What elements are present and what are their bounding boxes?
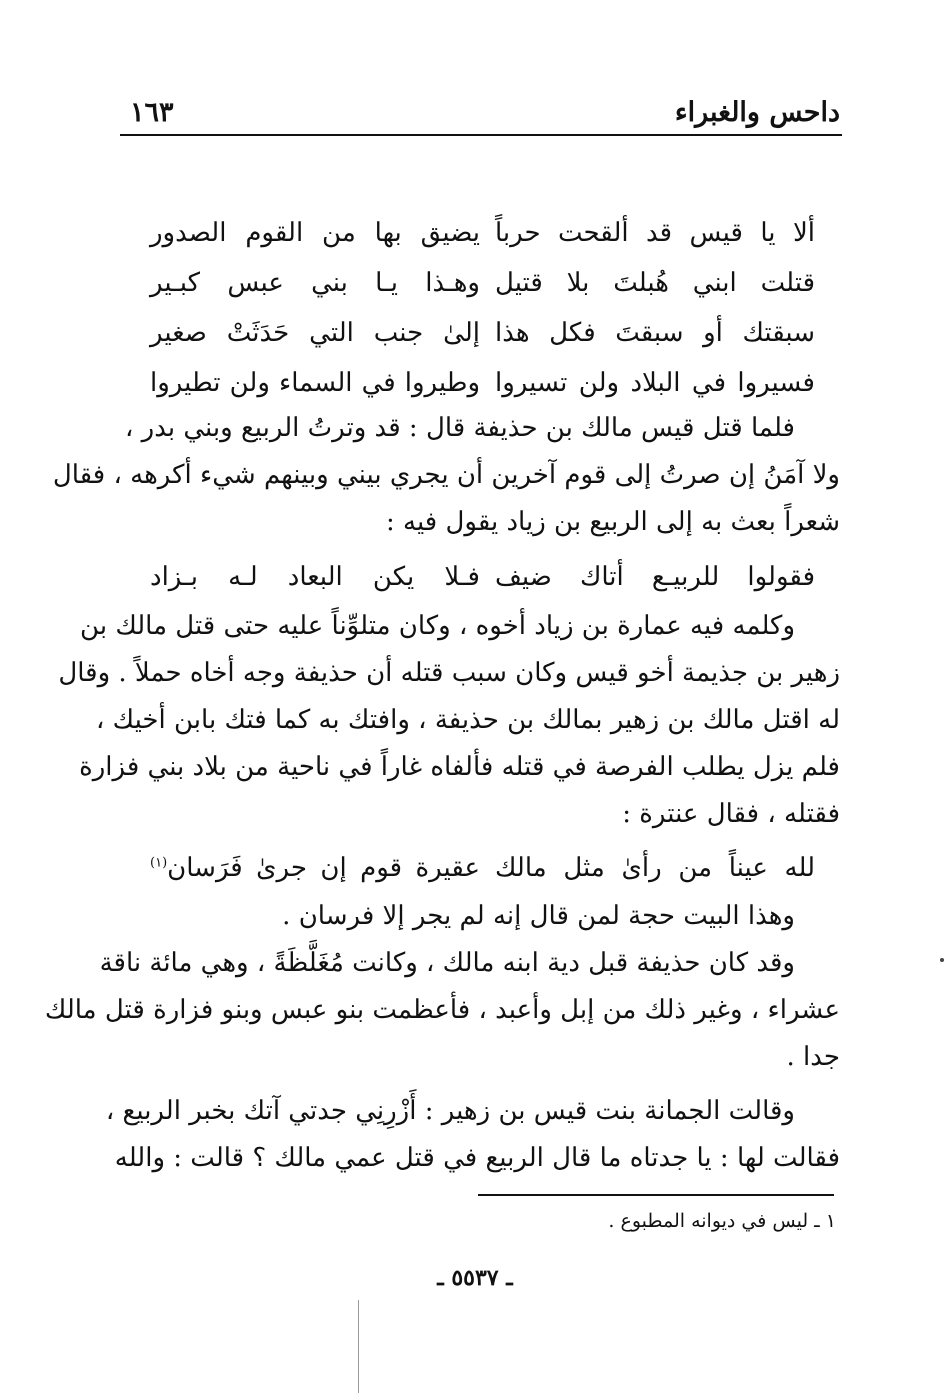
verse-second-hemistich: يضيق بها من القوم الصدور: [150, 218, 480, 248]
text-line: شعراً بعث به إلى الربيع بن زياد يقول فيه :: [386, 507, 840, 537]
verse-second-hemistich: إلىٰ جنب التي حَدَثَتْ صغير: [150, 318, 480, 348]
text-line: وقالت الجمانة بنت قيس بن زهير : أَزْرِنِي جدتي آتك بخبر الربيع ،: [105, 1096, 795, 1126]
text-line: عشراء ، وغير ذلك من إبل وأعبد ، فأعظمت بنو عبس وبنو فزارة قتل مالك: [44, 995, 840, 1025]
footnote-reference: (١): [150, 855, 168, 871]
text-line: ولا آمَنُ إن صرتُ إلى قوم آخرين أن يجري بيني وبينهم شيء أكرهه ، فقال: [52, 460, 840, 490]
verse-second-hemistich: وطيروا في السماء ولن تطيروا: [150, 368, 480, 398]
text-line: زهير بن جذيمة أخو قيس وكان سبب قتله أن حذيفة وجه أخاه حملاً . وقال: [58, 658, 840, 688]
verse-line: [150, 258, 815, 308]
verse-first-hemistich: ألا يا قيس قد ألقحت حرباً: [495, 218, 815, 248]
text-line: فلم يزل يطلب الفرصة في قتله فألفاه غاراً في ناحية من بلاد بني فزارة: [79, 752, 840, 782]
footnote: ١ ـ ليس في ديوانه المطبوع .: [608, 1210, 836, 1232]
text-line: فقتله ، فقال عنترة :: [622, 799, 840, 829]
text-line: له اقتل مالك بن زهير بمالك بن حذيفة ، وافتك به كما فتك بابن أخيك ،: [96, 705, 840, 735]
paragraph: [58, 603, 840, 838]
footnote-rule: [478, 1194, 834, 1196]
verse-line: [150, 843, 815, 893]
verse-first-hemistich: قتلت ابني هُبلتَ بلا قتيل: [495, 268, 815, 298]
page-number: ١٦٣: [130, 97, 174, 128]
paragraph: [52, 405, 840, 546]
text-line: جدا .: [786, 1042, 840, 1072]
verse-second-hemistich: وهـذا يـا بني عبس كبـير: [150, 268, 480, 298]
verse-text: عقيرة قوم إن جرىٰ فَرَسان: [167, 853, 480, 883]
paragraph: [105, 1088, 840, 1182]
page-code: ـ ٥٥٣٧ ـ: [437, 1265, 513, 1291]
paragraph: [44, 940, 840, 1081]
binding-line: [358, 1300, 359, 1393]
verse-second-hemistich: فـلا يكن البعاد لـه بـزاد: [150, 562, 480, 592]
text-line: وقد كان حذيفة قبل دية ابنه مالك ، وكانت مُغَلَّظَةً ، وهي مائة ناقة: [99, 948, 795, 978]
verse-second-hemistich: [150, 853, 480, 883]
verse-block: [150, 843, 815, 893]
text-line: فلما قتل قيس مالك بن حذيفة قال : قد وترتُ الربيع وبني بدر ،: [125, 413, 795, 443]
scan-mark: [940, 958, 944, 962]
verse-line: [150, 208, 815, 258]
header-rule: [120, 134, 842, 136]
poem-block: [150, 208, 815, 408]
text-line: وهذا البيت حجة لمن قال إنه لم يجر إلا فرسان .: [282, 901, 795, 931]
paragraph: [125, 893, 840, 940]
chapter-title: داحس والغبراء: [674, 97, 840, 128]
verse-first-hemistich: لله عيناً من رأىٰ مثل مالك: [495, 853, 815, 883]
verse-line: [150, 308, 815, 358]
verse-line: [150, 358, 815, 408]
verse-line: [150, 552, 815, 602]
text-line: فقالت لها : يا جدتاه ما قال الربيع في قتل عمي مالك ؟ قالت : والله: [114, 1143, 840, 1173]
verse-first-hemistich: سبقتك أو سبقتَ فكل هذا: [495, 318, 815, 348]
verse-first-hemistich: فقولوا للربيـع أتاك ضيف: [495, 562, 815, 592]
verse-block: [150, 552, 815, 602]
running-header: [130, 88, 840, 128]
text-line: وكلمه فيه عمارة بن زياد أخوه ، وكان متلوِّناً عليه حتى قتل مالك بن: [80, 611, 795, 641]
verse-first-hemistich: فسيروا في البلاد ولن تسيروا: [495, 368, 815, 398]
